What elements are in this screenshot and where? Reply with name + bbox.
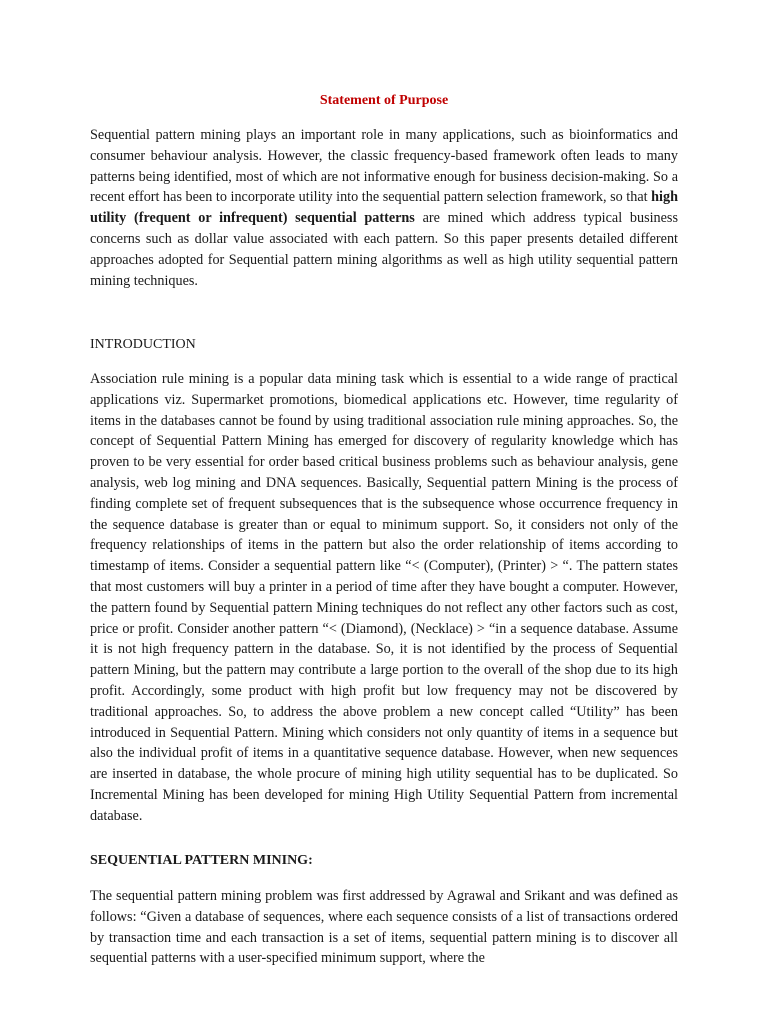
abstract-bold-phrase: high utility (frequent or infrequent) sequential patterns [90,189,678,227]
introduction-paragraph: Association rule mining is a popular data mining task which is essential to a wide range of practical applications viz. Supermarket promotions, biomedical applications etc. However, time regularity of items in the databases cannot be found by using traditional association rule mining approaches. So, the concept of Sequential Pattern Mining has emerged for discovery of regularity knowledge which has proven to be very essential for order based critical business problems such as behaviour analysis, gene analysis, web log mining and DNA sequences. Basically, Sequential pattern Mining is the process of finding complete set of frequent subsequences that is the subsequence whose occurrence frequency in the sequence database is greater than or equal to minimum support. So, it considers not only of the frequency relationships of items in the pattern but also the order relationship of items according to timestamp of items. Consider a sequential pattern like “< (Computer), (Printer) > “. The pattern states that most customers will buy a printer in a period of time after they have bought a computer. However, the pattern found by Sequential pattern Mining techniques do not reflect any other factors such as cost, price or profit. Consider another pattern “< (Diamond), (Necklace) > “in a sequence database. Assume it is not high frequency pattern in the database. So, it is not identified by the process of Sequential pattern Mining, but the pattern may contribute a large portion to the overall of the shop due to its high profit. Accordingly, some product with high profit but low frequency may not be discovered by traditional approaches. So, to address the above problem a new concept called “Utility” has been introduced in Sequential Pattern. Mining which considers not only quantity of items in a sequence but also the individual profit of items in a quantitative sequence database. However, when new sequences are inserted in database, the whole procure of mining high utility sequential has to be duplicated. So Incremental Mining has been developed for mining High Utility Sequential Pattern from incremental database. [90,371,678,824]
document-title: Statement of Purpose [319,93,449,108]
sequential-pattern-mining-heading: SEQUENTIAL PATTERN MINING: [90,853,313,868]
introduction-heading: INTRODUCTION [90,337,196,352]
abstract-text-start: Sequential pattern mining plays an important role in many applications, such as bioinformatics and consumer behaviour analysis. However, the classic frequency-based framework often leads to many patterns being identified, most of which are not informative enough for business decision-making. So a recent effort has been to incorporate utility into the sequential pattern selection framework, so that [90,127,678,206]
abstract-text-end: are mined which address typical business concerns such as dollar value associated with each pattern. So this paper presents detailed different approaches adopted for Sequential pattern mining algorithms as well as high utility sequential pattern mining techniques. [90,210,678,289]
sequential-pattern-mining-paragraph: The sequential pattern mining problem was first addressed by Agrawal and Srikant and was defined as follows: “Given a database of sequences, where each sequence consists of a list of transactions ordered by transaction time and each transaction is a set of items, sequential pattern mining is to discover all sequential patterns with a user-specified minimum support, where the [90,888,678,967]
abstract-paragraph [90,125,678,291]
